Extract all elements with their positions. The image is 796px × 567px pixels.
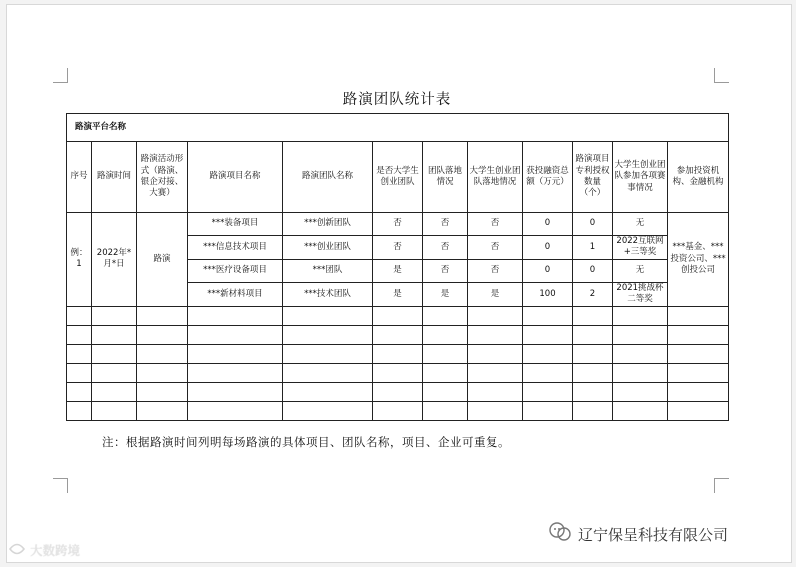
is-student-cell[interactable]: 否: [373, 213, 423, 236]
empty-row: [67, 363, 729, 382]
platform-row: [67, 114, 729, 142]
brand-name: 辽宁保呈科技有限公司: [578, 525, 729, 544]
header-is-student: 是否大学生创业团队: [373, 142, 423, 213]
contests-cell[interactable]: 2022互联网+三等奖: [613, 236, 668, 260]
student-landing-cell[interactable]: 否: [468, 259, 523, 282]
brand-signature: [548, 520, 728, 548]
empty-row: [67, 306, 729, 325]
header-date: 路演时间: [92, 142, 137, 213]
contests-cell[interactable]: 无: [613, 213, 668, 236]
header-patents: 路演项目专利授权数量（个）: [573, 142, 613, 213]
patents-cell[interactable]: 1: [573, 236, 613, 260]
crop-mark-bottom-right: [714, 478, 729, 493]
title-wrap: [66, 88, 728, 109]
seq-cell[interactable]: 例：1: [67, 213, 92, 307]
patents-cell[interactable]: 0: [573, 213, 613, 236]
is-student-cell[interactable]: 是: [373, 259, 423, 282]
contests-cell[interactable]: 2021挑战杯二等奖: [613, 282, 668, 306]
crop-mark-bottom-left: [53, 478, 68, 493]
institutions-cell[interactable]: ***基金、***投资公司、***创投公司: [668, 213, 729, 307]
header-row: [67, 142, 729, 213]
is-student-cell[interactable]: 是: [373, 282, 423, 306]
student-landing-cell[interactable]: 否: [468, 213, 523, 236]
is-student-cell[interactable]: 否: [373, 236, 423, 260]
crop-mark-top-left: [53, 68, 68, 83]
watermark-icon: [8, 542, 26, 559]
date-cell[interactable]: 2022年*月*日: [92, 213, 137, 307]
header-amount: 获投融资总额（万元）: [523, 142, 573, 213]
header-student-landing: 大学生创业团队落地情况: [468, 142, 523, 213]
project-cell[interactable]: ***装备项目: [188, 213, 283, 236]
project-cell[interactable]: ***信息技术项目: [188, 236, 283, 260]
team-cell[interactable]: ***团队: [283, 259, 373, 282]
table-title: 路演团队统计表: [342, 92, 452, 108]
landing-cell[interactable]: 否: [423, 236, 468, 260]
amount-cell[interactable]: 0: [523, 259, 573, 282]
landing-cell[interactable]: 是: [423, 282, 468, 306]
header-contests: 大学生创业团队参加各项赛事情况: [613, 142, 668, 213]
patents-cell[interactable]: 2: [573, 282, 613, 306]
amount-cell[interactable]: 100: [523, 282, 573, 306]
empty-row: [67, 382, 729, 401]
form-cell[interactable]: 路演: [137, 213, 188, 307]
header-landing: 团队落地情况: [423, 142, 468, 213]
student-landing-cell[interactable]: 否: [468, 236, 523, 260]
table-row: [67, 213, 729, 236]
student-landing-cell[interactable]: 是: [468, 282, 523, 306]
empty-row: [67, 325, 729, 344]
contests-cell[interactable]: 无: [613, 259, 668, 282]
platform-name-cell[interactable]: 路演平台名称: [67, 114, 729, 142]
header-institutions: 参加投资机构、金融机构: [668, 142, 729, 213]
footnote: 注：根据路演时间列明每场路演的具体项目、团队名称，项目、企业可重复。: [102, 435, 510, 449]
header-form: 路演活动形式（路演、银企对接、大赛）: [137, 142, 188, 213]
empty-row: [67, 344, 729, 363]
empty-row: [67, 401, 729, 420]
crop-mark-top-right: [714, 68, 729, 83]
patents-cell[interactable]: 0: [573, 259, 613, 282]
team-cell[interactable]: ***创业团队: [283, 236, 373, 260]
roadshow-stats-table: [66, 113, 729, 421]
landing-cell[interactable]: 否: [423, 213, 468, 236]
project-cell[interactable]: ***新材料项目: [188, 282, 283, 306]
header-project: 路演项目名称: [188, 142, 283, 213]
watermark-text: 大数跨境: [30, 543, 81, 558]
amount-cell[interactable]: 0: [523, 236, 573, 260]
amount-cell[interactable]: 0: [523, 213, 573, 236]
header-seq: 序号: [67, 142, 92, 213]
landing-cell[interactable]: 否: [423, 259, 468, 282]
team-cell[interactable]: ***创新团队: [283, 213, 373, 236]
project-cell[interactable]: ***医疗设备项目: [188, 259, 283, 282]
wechat-icon: [548, 520, 572, 548]
watermark-logo: [8, 541, 80, 559]
header-team: 路演团队名称: [283, 142, 373, 213]
team-cell[interactable]: ***技术团队: [283, 282, 373, 306]
